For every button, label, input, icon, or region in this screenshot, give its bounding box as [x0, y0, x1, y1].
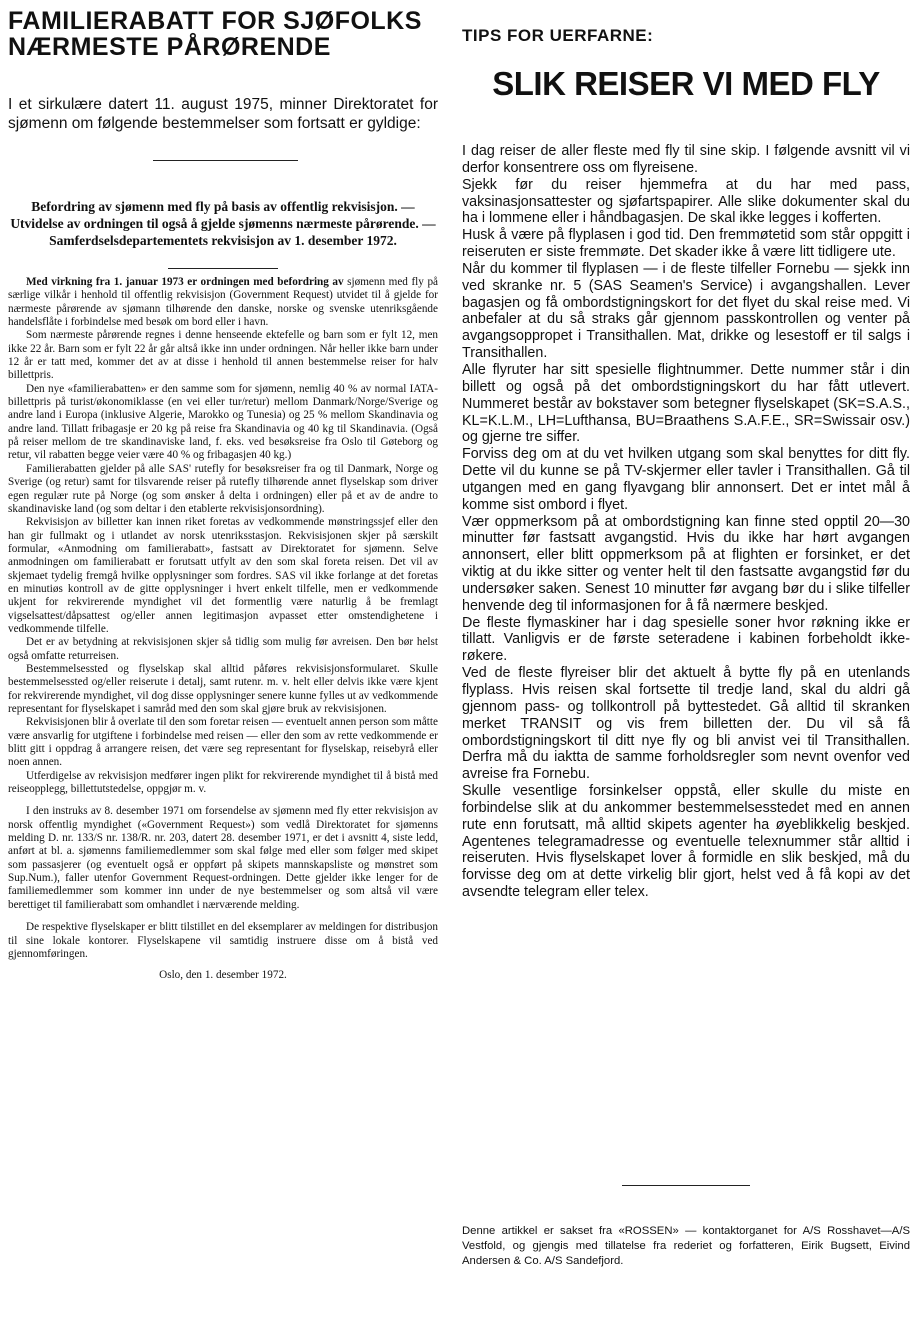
right-paragraph: I dag reiser de aller fleste med fly til sine skip. I følgende avsnitt vil vi derfor konsentrere oss om flyreisene.: [462, 143, 910, 176]
right-kicker: TIPS FOR UERFARNE:: [462, 26, 654, 45]
left-paragraph: Rekvisisjonen blir å overlate til den som foretar reisen — eventuelt annen person som måtte være ansvarlig for utgiftene i forbindelse med reisen — eller den som av rette vedkommende er blitt gitt i oppdrag å arrangere reisen, det være seg representant for flyselskap, reisebyrå eller noen annen.: [8, 716, 438, 769]
right-headline: SLIK REISER VI MED FLY: [492, 65, 880, 102]
right-paragraph: De fleste flymaskiner har i dag spesielle soner hvor røkning ikke er tillatt. Vanligvis er de første seteradene i kabinen forbeholdt ikke-røkere.: [462, 614, 910, 665]
left-paragraph: I den instruks av 8. desember 1971 om forsendelse av sjømenn med fly etter rekvisisjon av norsk offentlig myndighet («Government Request») som vedlå Direktoratet for sjømenns melding D. nr. 133/S nr. 138/R. nr. 203, datert 28. desember 1971, er det i avsnitt 4, siste ledd, anført at bl. a. sjømenns familiemedlemmer som skal følge med eller som følger med skipet som passasjerer (og eventuelt også er oppført på skipets mannskapsliste og mønstret som Sup.Num.), faller utenfor Government Request-ordningen. Dette gjelder ikke lenger for de familiemedlemmer som kommer inn under de nye bestemmelser og som altså vil være berettiget til familierabatt som omhandlet i nærværende melding.: [8, 805, 438, 911]
left-place-date: Oslo, den 1. desember 1972.: [159, 969, 287, 982]
right-paragraph: Husk å være på flyplasen i god tid. Den fremmøtetid som står oppgitt i reiseruten er siste fremmøte. Det skader ikke å være litt tidligere ute.: [462, 227, 910, 261]
left-lead-bold: Med virkning fra 1. januar 1973 er ordningen med befordring av: [26, 276, 344, 288]
right-credit: Denne artikkel er sakset fra «ROSSEN» — kontaktorganet for A/S Rosshavet—A/S Vestfold, og gjengis med tillatelse fra rederiet og forfatteren, Eirik Bugsett, Eivind Andersen & Co. A/S Sandefjord.: [462, 1225, 910, 1267]
right-body: [462, 143, 910, 901]
left-subhead-divider: [168, 268, 278, 269]
left-subhead: Befordring av sjømenn med fly på basis av offentlig rekvisisjon. — Utvidelse av ordningen til også å gjelde sjømenns nærmeste pårørende. — Samferdselsdepartementets rekvisisjon av 1. desember 1972.: [10, 199, 436, 248]
left-paragraph: Bestemmelsessted og flyselskap skal alltid påføres rekvisisjonsformularet. Skulle bestemmelsessted og/eller reiserute i detalj, samt rutenr. m. v. helt eller delvis ikke være kjent for rekvirerende myndighet, vil dog disse opplysninger senere kunne fylles ut av vedkommende representant for flyselskapet i samråd med den som skal gjøre bruk av rekvisisjonen.: [8, 662, 438, 715]
left-paragraph: De respektive flyselskaper er blitt tilstillet en del eksemplarer av meldingen for distribusjon til sine lokale kontorer. Flyselskapene vil samtidig instruere disse om å bistå ved gjennomføringen.: [8, 921, 438, 960]
right-paragraph: Vær oppmerksom på at ombordstigning kan finne sted opptil 20—30 minutter før fastsatt avgangstid. Hvis du ikke har hørt avgangen annonsert, eller blitt oppmerksom på at flighten er forsinket, er det viktig at du ikke sitter og venter helt til den fastsatte avgangstid før du undersøker saken. Senest 10 minutter før avgang bør du i slike tilfeller henvende deg til informasjonen for å få nærmere beskjed.: [462, 513, 910, 614]
right-paragraph: Skulle vesentlige forsinkelser oppstå, eller skulle du miste en forbindelse slik at du ankommer bestemmelsesstedet med en annen rute enn forutsatt, må alltid skipets agenter ha øyeblikkelig beskjed. Agentenes telegramadresse og eventuelle telexnummer står alltid i reiseruten. Hvis flyselskapet lover å formidle en slik beskjed, må du forvisse deg om at dette virkelig blir gjort, helst ved å få kopi av det avsendte telegram eller telex.: [462, 783, 910, 901]
left-paragraph: Utferdigelse av rekvisisjon medfører ingen plikt for rekvirerende myndighet til å bistå med reiseopplegg, billettutstedelse, oppgjør m. v.: [8, 769, 438, 796]
left-headline: FAMILIERABATT FOR SJØFOLKS NÆRMESTE PÅRØRENDE: [8, 7, 422, 61]
right-closing-divider: [622, 1185, 750, 1186]
left-paragraph: Den nye «familierabatten» er den samme som for sjømenn, nemlig 40 % av normal IATA-billettpris på turist/økonomiklasse (en vei eller tur/retur) mellom Danmark/Norge/Sverige og andre land i Europa (inklusive Algerie, Marokko og Tunesia) og 25 % mellom Skandinavia og andre land. Tillatt fribagasje er 20 kg på reise fra Skandinavia og 40 kg til Skandinavia. (Også på reiser mellom de tre skandinaviske land, f. eks. ved besøksreise fra Oslo til Gøteborg og retur, vil rabatten begge veier være 40 % og fribagasjen 40 kg.): [8, 382, 438, 462]
left-lead-rest: sjømenn med fly på særlige vilkår i henhold til offentlig rekvisisjon (Government Request) utvidet til å gjelde for nærmeste pårørende av sjømann tilhørende den danske, norske og svenske utenriksgående handelsflåte i forbindelse med besøk om bord eller i havn.: [8, 276, 438, 329]
right-paragraph: Sjekk før du reiser hjemmefra at du har med pass, vaksinasjonsattester og sjøfartspapirer. Alle slike dokumenter skal du ha i lommene eller i håndbagasjen. De skal ikke legges i kofferten.: [462, 176, 910, 227]
left-paragraph: [8, 276, 438, 329]
right-paragraph: Ved de fleste flyreiser blir det aktuelt å bytte fly på en utenlands flyplass. Hvis reisen skal fortsette til tredje land, skal du aldri gå gjennom pass- og tollkontroll på byttestedet. Gå alltid til skranken merket TRANSIT og vis frem billetten der. Du vil så få ombordstigningskort til ditt nye fly og bli anvist vei til Transithallen. Derfra må du iaktta de samme forholdsregler som nevnt ovenfor ved avreise fra Fornebu.: [462, 665, 910, 783]
left-paragraph: Som nærmeste pårørende regnes i denne henseende ektefelle og barn som er fylt 12, men ikke 22 år. Barn som er fylt 22 år går altså ikke inn under ordningen. Når heller ikke barn under 12 år er tatt med, kommer det av at disse i henhold til annen bestemmelse reiser for halv billettpris.: [8, 329, 438, 382]
left-intro-divider: [153, 160, 298, 161]
left-body: [8, 276, 438, 983]
right-paragraph: Forviss deg om at du vet hvilken utgang som skal benyttes for ditt fly. Dette vil du kunne se på TV-skjermer eller tavler i Transithallen. Gå til utgangen med en gang flyavgang blir annonsert. Det er intet mål å komme sist ombord i flyet.: [462, 446, 910, 513]
left-intro: I et sirkulære datert 11. august 1975, minner Direktoratet for sjømenn om følgende bestemmelser som fortsatt er gyldige:: [8, 96, 438, 132]
left-paragraph: Familierabatten gjelder på alle SAS' rutefly for besøksreiser fra og til Danmark, Norge og Sverige (og retur) samt for tilsvarende reiser på rutefly tilhørende annet flyselskap som driver egen regulær rute på Norge (og som ønsker å delta i ordningen) eller på et av de andre to skandinaviske land (og som deltar i den etablerte rekvisisjonsordning).: [8, 462, 438, 515]
left-paragraph: Rekvisisjon av billetter kan innen riket foretas av vedkommende mønstringssjef eller den han gir fullmakt og i utlandet av norsk utenriksstasjon. Rekvisisjonen skjer på særskilt formular, «Anmodning om familierabatt», fastsatt av Direktoratet for sjømenn. Selve anmodningen om familierabatt er forutsatt utfylt av den som skal foreta reisen. Det vil av skjemaet tydelig fremgå hvilke opplysninger som fordres. SAS vil ikke forlange at det foretas en minutiøs kontroll av de gitte opplysninger i hvert enkelt tilfelle, men er vedkommende ukjent for rekvirerende myndighet vil det formentlig være naturlig å be fremlagt vigselsattest/dåpsattest og/eller annen legitimasjon avpasset etter omstendighetene i vedkommende tilfelle.: [8, 516, 438, 635]
right-paragraph: Når du kommer til flyplasen — i de fleste tilfeller Fornebu — sjekk inn ved skranke nr. 5 (SAS Seamen's Service) i avgangshallen. Lever bagasjen og få ombordstigningskort for det flyet du skal reise med. Vi anbefaler at du så straks går gjennom passkontrollen og venter på avgangsoppropet i Transithallen. Mat, drikke og lesestoff er til salgs i Transithallen.: [462, 260, 910, 362]
left-paragraph: Det er av betydning at rekvisisjonen skjer så tidlig som mulig før avreisen. Den bør helst også omfatte returreisen.: [8, 636, 438, 662]
right-paragraph: Alle flyruter har sitt spesielle flightnummer. Dette nummer står i din billett og også på det ombordstigningskort du har fått utlevert. Nummeret består av bokstaver som betegner flyselskapet (SK=S.A.S., KL=K.L.M., LH=Lufthansa, BU=Braathens S.A.F.E., SR=Swissair osv.) og gjerne tre siffer.: [462, 361, 910, 446]
